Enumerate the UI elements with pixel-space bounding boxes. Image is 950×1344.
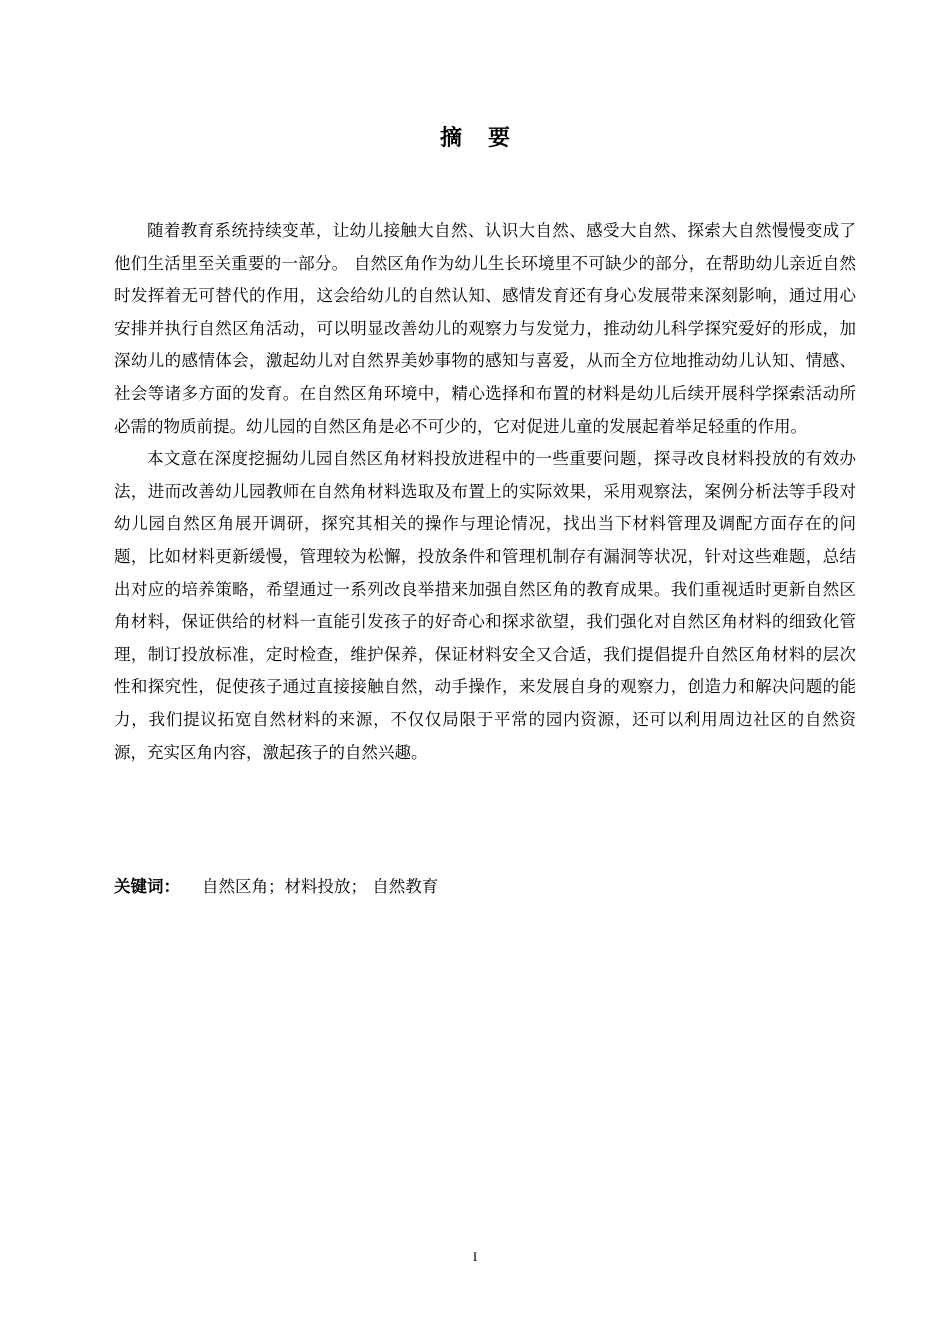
page-title: 摘要: [439, 125, 536, 151]
abstract-body: [114, 215, 856, 769]
page-number: I: [472, 1249, 478, 1264]
keywords-label: 关键词：: [114, 877, 180, 896]
keywords-line: [114, 873, 856, 901]
abstract-paragraph-2: 本文意在深度挖掘幼儿园自然区角材料投放进程中的一些重要问题，探寻改良材料投放的有效办法，进而改善幼儿园教师在自然角材料选取及布置上的实际效果，采用观察法，案例分析法等手段对幼儿园自然区角展开调研，探究其相关的操作与理论情况，找出当下材料管理及调配方面存在的问题，比如材料更新缓慢，管理较为松懈，投放条件和管理机制存有漏洞等状况，针对这些难题，总结出对应的培养策略，希望通过一系列改良举措来加强自然区角的教育成果。我们重视适时更新自然区角材料，保证供给的材料一直能引发孩子的好奇心和探求欲望，我们强化对自然区角材料的细致化管理，制订投放标准，定时检查，维护保养，保证材料安全又合适，我们提倡提升自然区角材料的层次性和探究性，促使孩子通过直接接触自然，动手操作，来发展自身的观察力，创造力和解决问题的能力，我们提议拓宽自然材料的来源，不仅仅局限于平常的园内资源，还可以利用周边社区的自然资源，充实区角内容，激起孩子的自然兴趣。: [114, 449, 856, 762]
abstract-paragraph-1: 随着教育系统持续变革，让幼儿接触大自然、认识大自然、感受大自然、探索大自然慢慢变成了他们生活里至关重要的一部分。 自然区角作为幼儿生长环境里不可缺少的部分，在帮助幼儿亲近自然时发挥着无可替代的作用，这会给幼儿的自然认知、感情发育还有身心发展带来深刻影响，通过用心安排并执行自然区角活动，可以明显改善幼儿的观察力与发觉力，推动幼儿科学探究爱好的形成，加深幼儿的感情体会，激起幼儿对自然界美妙事物的感知与喜爱，从而全方位地推动幼儿认知、情感、社会等诸多方面的发育。在自然区角环境中，精心选择和布置的材料是幼儿后续开展科学探索活动所必需的物质前提。幼儿园的自然区角是必不可少的，它对促进儿童的发展起着举足轻重的作用。: [114, 221, 856, 436]
keywords-values: 自然区角；材料投放； 自然教育: [202, 877, 439, 896]
